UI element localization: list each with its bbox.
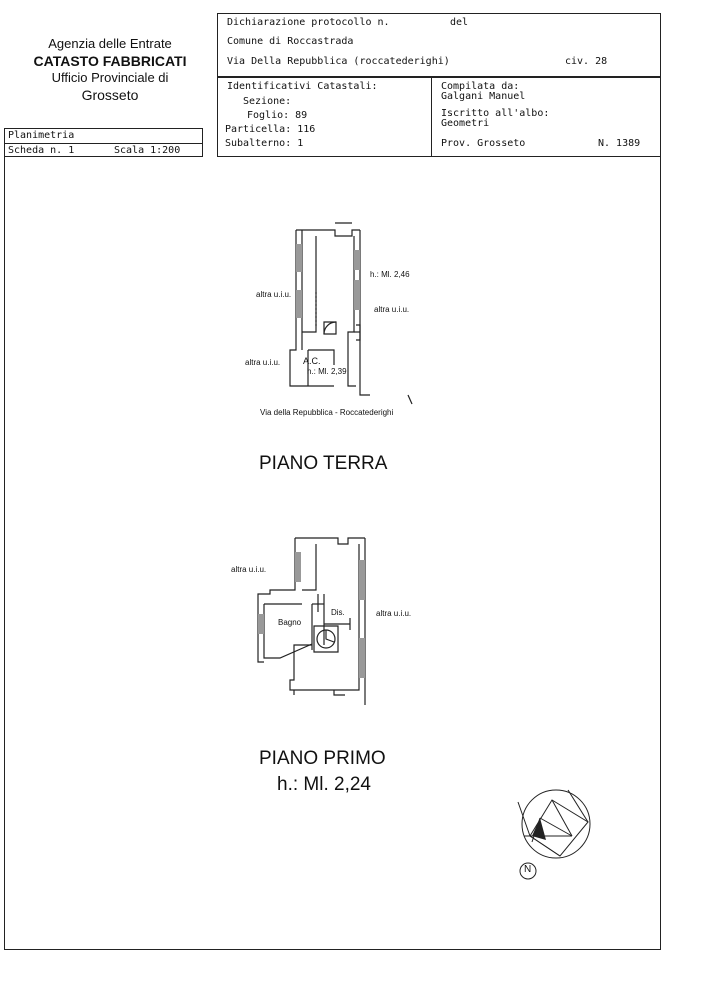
planimetria-divider: [4, 143, 203, 144]
identificativi-label: Identificativi Catastali:: [227, 81, 378, 92]
terra-altra-bottom-left: altra u.i.u.: [245, 358, 281, 367]
terra-street: Via della Repubblica - Roccatederighi: [260, 408, 394, 417]
terra-ac-label: A.C.: [303, 356, 321, 366]
primo-altra-right: altra u.i.u.: [376, 609, 412, 618]
identificativi-divider: [431, 77, 432, 157]
via: Via Della Repubblica (roccatederighi): [227, 56, 450, 67]
compilata-nome: Galgani Manuel: [441, 91, 526, 102]
compass-label: N: [524, 864, 532, 875]
subalterno: Subalterno: 1: [225, 138, 304, 149]
terra-altra-left: altra u.i.u.: [256, 290, 292, 299]
terra-altra-right: altra u.i.u.: [374, 305, 410, 314]
planimetria-title: Planimetria: [8, 130, 75, 141]
del-label: del: [450, 17, 469, 28]
scheda: Scheda n. 1: [8, 145, 75, 156]
compilata-label: Compilata da:: [441, 81, 520, 92]
comune: Comune di Roccastrada: [227, 36, 354, 47]
sezione-label: Sezione:: [243, 96, 292, 107]
piano-primo-plan: [250, 530, 390, 715]
primo-bagno-label: Bagno: [278, 618, 302, 627]
agency-block: [20, 36, 200, 103]
ufficio-label: Ufficio Provinciale di: [51, 70, 169, 85]
numero: N. 1389: [598, 138, 641, 149]
terra-ac-height: h.: Ml. 2,39: [307, 367, 347, 376]
iscritto-label: Iscritto all'albo:: [441, 108, 550, 119]
prov: Prov. Grosseto: [441, 138, 526, 149]
catasto-title: CATASTO FABBRICATI: [33, 53, 187, 69]
ufficio-city: Grosseto: [81, 87, 139, 103]
primo-dis-label: Dis.: [331, 608, 345, 617]
iscritto-valore: Geometri: [441, 118, 490, 129]
terra-height: h.: Ml. 2,46: [370, 270, 410, 279]
agency-name: Agenzia delle Entrate: [48, 36, 172, 51]
dichiarazione-label: Dichiarazione protocollo n.: [227, 17, 390, 28]
piano-primo-height: h.: Ml. 2,24: [277, 774, 371, 795]
foglio: Foglio: 89: [247, 110, 308, 121]
piano-primo-title: PIANO PRIMO: [259, 748, 386, 769]
civ: civ. 28: [565, 56, 608, 67]
piano-terra-title: PIANO TERRA: [259, 453, 388, 474]
particella: Particella: 116: [225, 124, 316, 135]
scala: Scala 1:200: [114, 145, 181, 156]
primo-altra-left: altra u.i.u.: [231, 565, 267, 574]
